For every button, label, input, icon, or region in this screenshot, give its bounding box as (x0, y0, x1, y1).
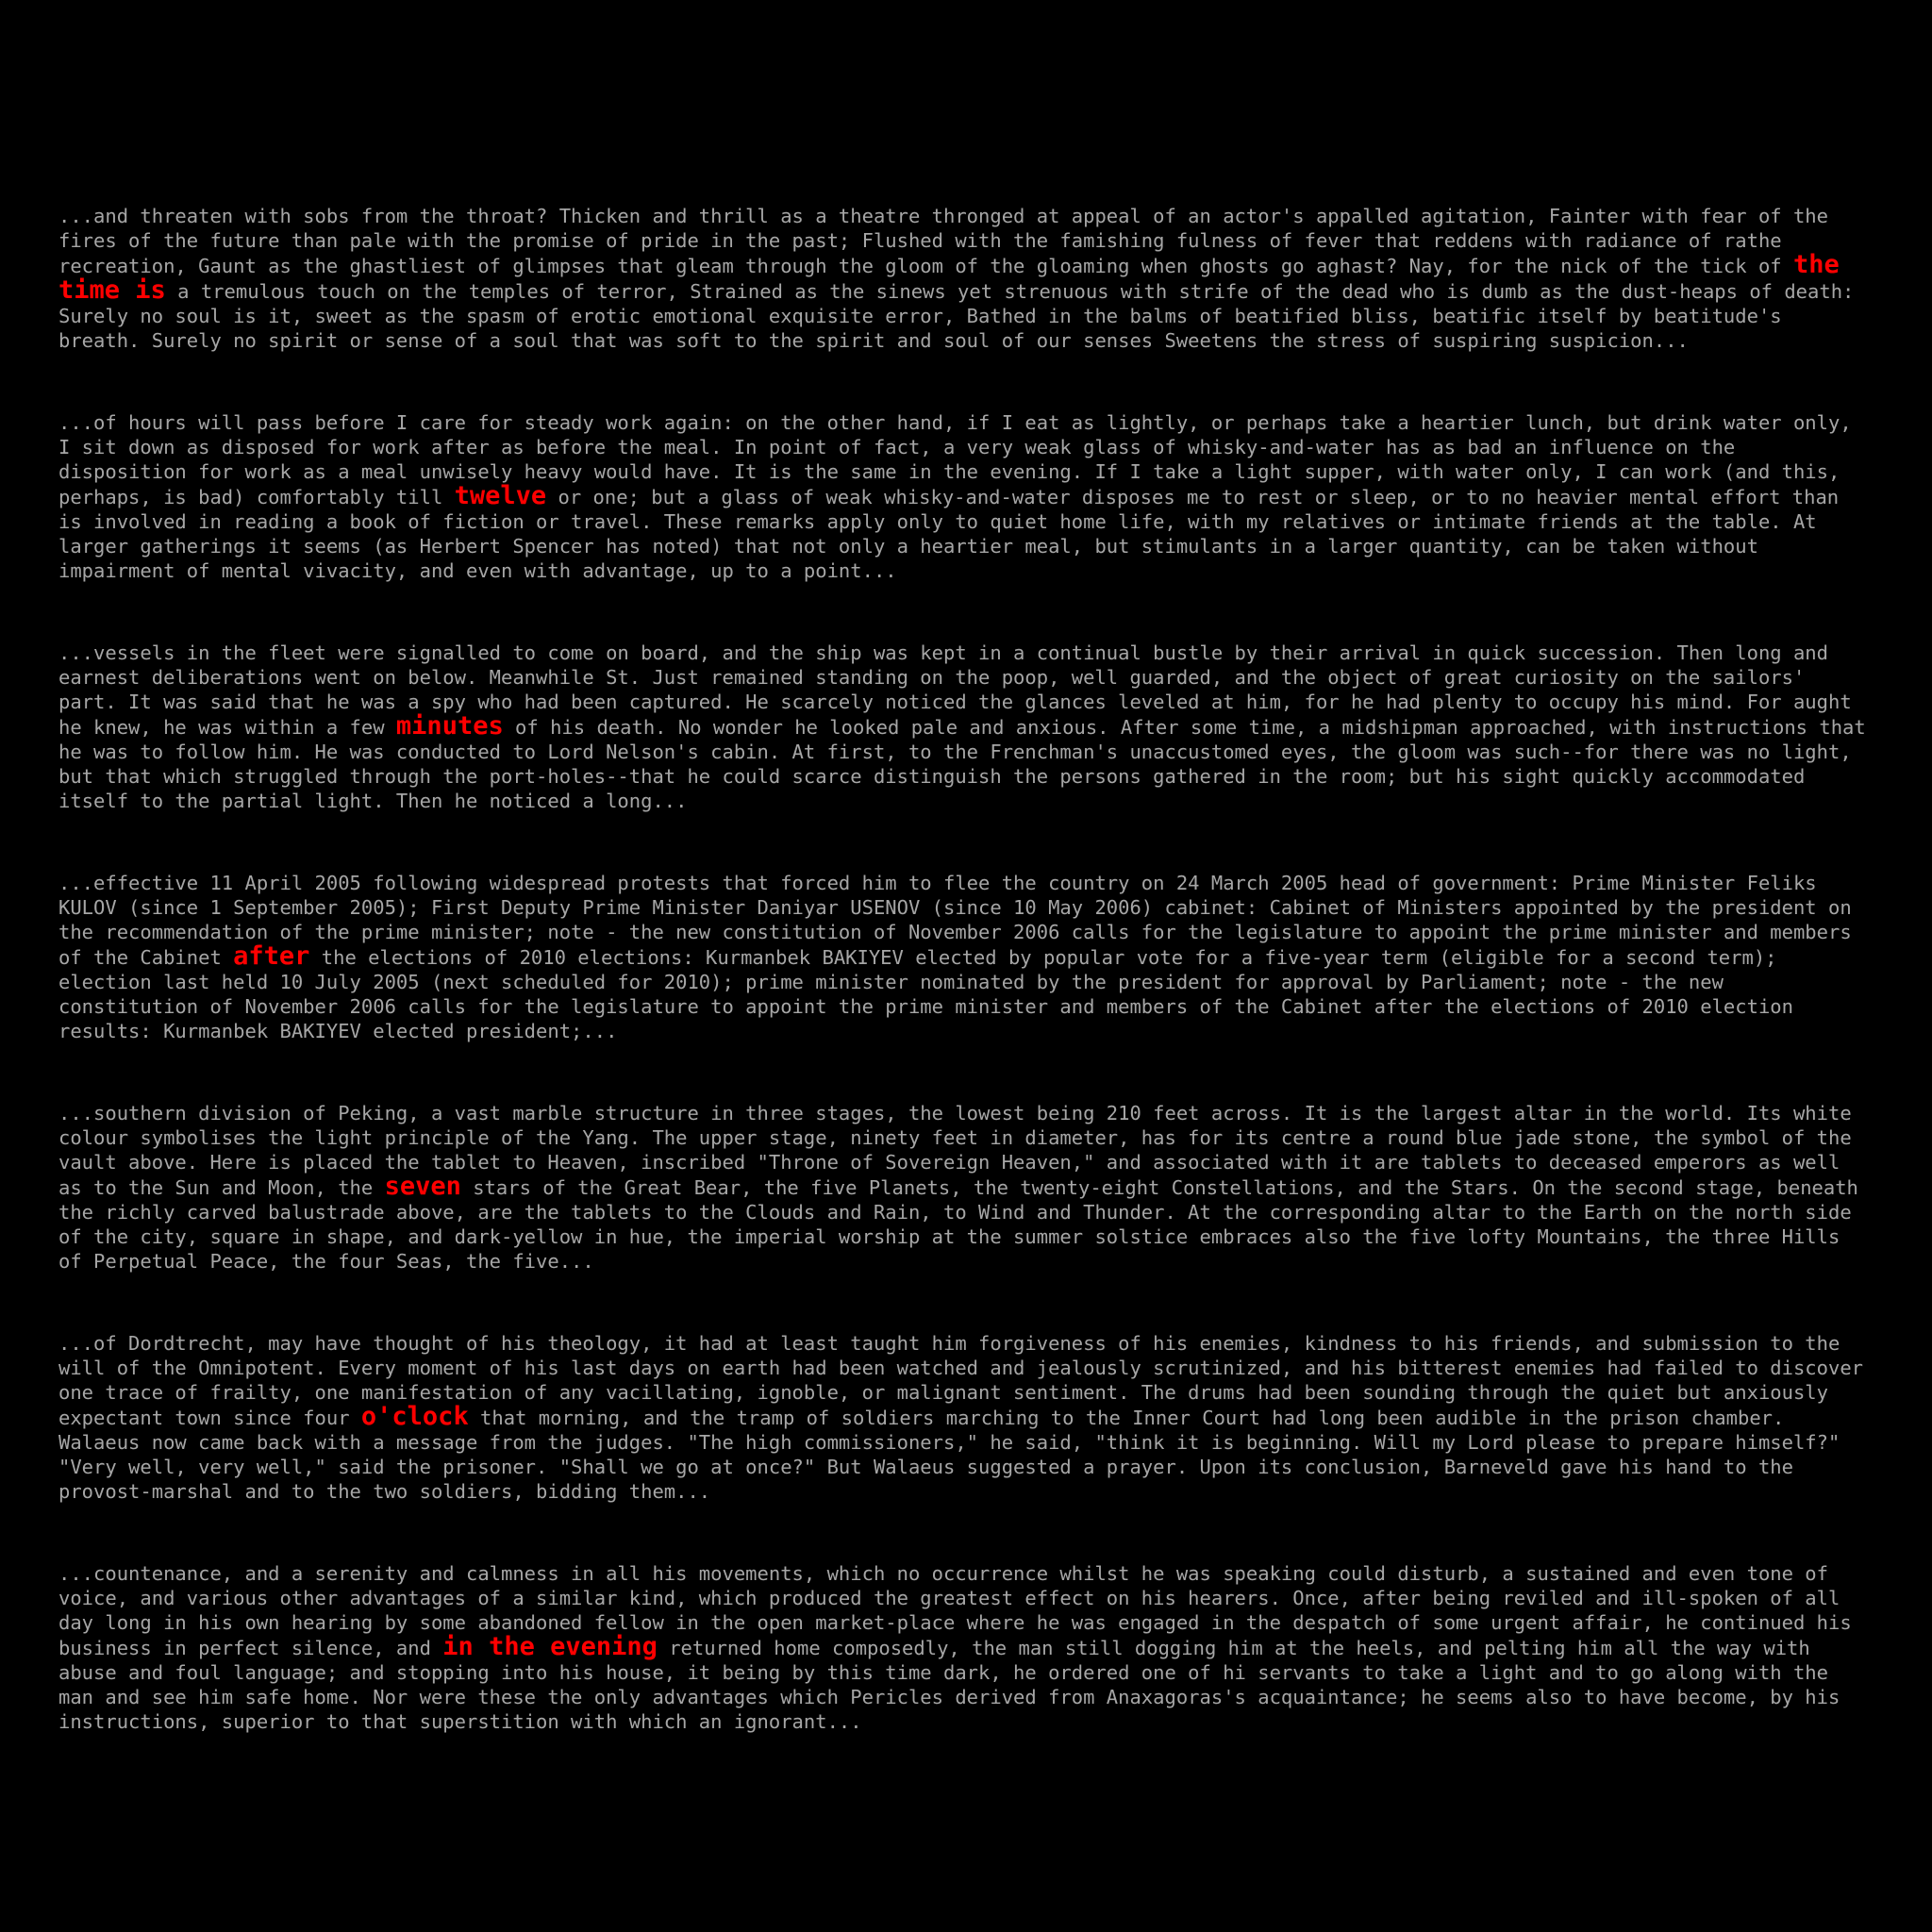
time-phrase-highlight: minutes (395, 711, 504, 741)
passage-text-after: of his death. No wonder he looked pale and anxious. After some time, a midshipman approached, with instructions that he was to follow him. He was conducted to Lord Nelson's cabin. At first, to the Frenchman's unaccustomed eyes, the gloom was such--for there was no light, but that which struggled through the port-holes--that he could scarce distinguish the persons gathered in the room; but his sight quickly accommodated itself to the partial light. Then he noticed a long... (58, 716, 1866, 812)
passage-text-after: stars of the Great Bear, the five Planets, the twenty-eight Constellations, and the Stars. On the second stage, beneath the richly carved balustrade above, are the tablets to the Clouds and Rain, to Wind and Thunder. At the corresponding altar to the Earth on the north side of the city, square in shape, and dark-yellow in hue, the imperial worship at the summer solstice embraces also the five lofty Mountains, the three Hills of Perpetual Peace, the four Seas, the five... (58, 1176, 1858, 1273)
passage-text-after: the elections of 2010 elections: Kurmanbek BAKIYEV elected by popular vote for a five-year term (eligible for a second term); election last held 10 July 2005 (next scheduled for 2010); prime minister nominated by the president for approval by Parliament; note - the new constitution of November 2006 calls for the legislature to appoint the prime minister and members of the Cabinet after the elections of 2010 election results: Kurmanbek BAKIYEV elected president;... (58, 946, 1793, 1042)
passage-text-before: ...of hours will pass before I care for steady work again: on the other hand, if I eat as lightly, or perhaps take a heartier lunch, but drink water only, I sit down as disposed for work after as before the meal. In point of fact, a very weak glass of whisky-and-water has as bad an influence on the disposition for work as a meal unwisely heavy would have. It is the same in the evening. If I take a light supper, with water only, I can work (and this, perhaps, is bad) comfortably till (58, 411, 1852, 508)
passage-6 (58, 1331, 1874, 1504)
passages-container (58, 204, 1874, 1791)
time-phrase-highlight: in the evening (442, 1632, 658, 1661)
passage-text-before: ...effective 11 April 2005 following widespread protests that forced him to flee the country on 24 March 2005 head of government: Prime Minister Feliks KULOV (since 1 September 2005); First Deputy Prime Minister Daniyar USENOV (since 10 May 2006) cabinet: Cabinet of Ministers appointed by the president on the recommendation of the prime minister; note - the new constitution of November 2006 calls for the legislature to appoint the prime minister and members of the Cabinet (58, 872, 1852, 969)
passage-text-before: ...countenance, and a serenity and calmness in all his movements, which no occurrence whilst he was speaking could disturb, a sustained and even tone of voice, and various other advantages of a similar kind, which produced the greatest effect on his hearers. Once, after being reviled and ill-spoken of all day long in his own hearing by some abandoned fellow in the open market-place where he was engaged in the despatch of some urgent affair, he continued his business in perfect silence, and (58, 1562, 1852, 1659)
passage-text-before: ...vessels in the fleet were signalled to come on board, and the ship was kept in a continual bustle by their arrival in quick succession. Then long and earnest deliberations went on below. Meanwhile St. Just remained standing on the poop, well guarded, and the object of great curiosity on the sailors' part. It was said that he was a spy who had been captured. He scarcely noticed the glances leveled at him, for he had plenty to occupy his mind. For aught he knew, he was within a few (58, 641, 1852, 739)
passage-text-before: ...southern division of Peking, a vast marble structure in three stages, the lowest being 210 feet across. It is the largest altar in the world. Its white colour symbolises the light principle of the Yang. The upper stage, ninety feet in diameter, has for its centre a round blue jade stone, the symbol of the vault above. Here is placed the tablet to Heaven, inscribed "Throne of Sovereign Heaven," and associated with it are tablets to deceased emperors as well as to the Sun and Moon, the (58, 1102, 1852, 1199)
passage-text-after: or one; but a glass of weak whisky-and-water disposes me to rest or sleep, or to no heavier mental effort than is involved in reading a book of fiction or travel. These remarks apply only to quiet home life, with my relatives or intimate friends at the table. At larger gatherings it seems (as Herbert Spencer has noted) that not only a heartier meal, but stimulants in a larger quantity, can be taken without impairment of mental vivacity, and even with advantage, up to a point... (58, 486, 1840, 582)
passage-2 (58, 410, 1874, 583)
time-phrase-highlight: twelve (454, 481, 547, 510)
passage-text-after: returned home composedly, the man still dogging him at the heels, and pelting him all the way with abuse and foul language; and stopping into his house, it being by this time dark, he ordered one of hi servants to take a light and to go along with the man and see him safe home. Nor were these the only advantages which Pericles derived from Anaxagoras's acquaintance; he seems also to have become, by his instructions, superior to that superstition with which an ignorant... (58, 1637, 1840, 1733)
passage-5 (58, 1101, 1874, 1274)
passage-1 (58, 204, 1874, 353)
time-phrase-highlight: the time is (58, 250, 1840, 305)
passage-text-before: ...of Dordtrecht, may have thought of his theology, it had at least taught him forgiveness of his enemies, kindness to his friends, and submission to the will of the Omnipotent. Every moment of his last days on earth had been watched and jealously scrutinized, and his bitterest enemies had failed to discover one trace of frailty, one manifestation of any vacillating, ignoble, or malignant sentiment. The drums had been sounding through the quiet but anxiously expectant town since four (58, 1332, 1864, 1429)
passage-text-before: ...and threaten with sobs from the throat? Thicken and thrill as a theatre thronged at appeal of an actor's appalled agitation, Fainter with fear of the fires of the future than pale with the promise of pride in the past; Flushed with the famishing fulness of fever that reddens with radiance of rathe recreation, Gaunt as the ghastliest of glimpses that gleam through the gloom of the gloaming when ghosts go aghast? Nay, for the nick of the tick of (58, 205, 1828, 277)
time-phrase-highlight: seven (384, 1172, 461, 1201)
time-phrase-highlight: after (233, 941, 310, 971)
passage-3 (58, 641, 1874, 813)
passage-7 (58, 1561, 1874, 1734)
passage-text-after: a tremulous touch on the temples of terror, Strained as the sinews yet strenuous with strife of the dead who is dumb as the dust-heaps of death: Surely no soul is it, sweet as the spasm of erotic emotional exquisite error, Bathed in the balms of beatified bliss, beatific itself by beatitude's breath. Surely no spirit or sense of a soul that was soft to the spirit and soul of our senses Sweetens the stress of suspiring suspicion... (58, 280, 1855, 352)
passage-4 (58, 871, 1874, 1043)
time-phrase-highlight: o'clock (360, 1402, 469, 1431)
passage-text-after: that morning, and the tramp of soldiers marching to the Inner Court had long been audible in the prison chamber. Walaeus now came back with a message from the judges. "The high commissioners," he said, "think it is beginning. Will my Lord please to prepare himself?" "Very well, very well," said the prisoner. "Shall we go at once?" But Walaeus suggested a prayer. Upon its conclusion, Barneveld gave his hand to the provost-marshal and to the two soldiers, bidding them... (58, 1407, 1840, 1503)
